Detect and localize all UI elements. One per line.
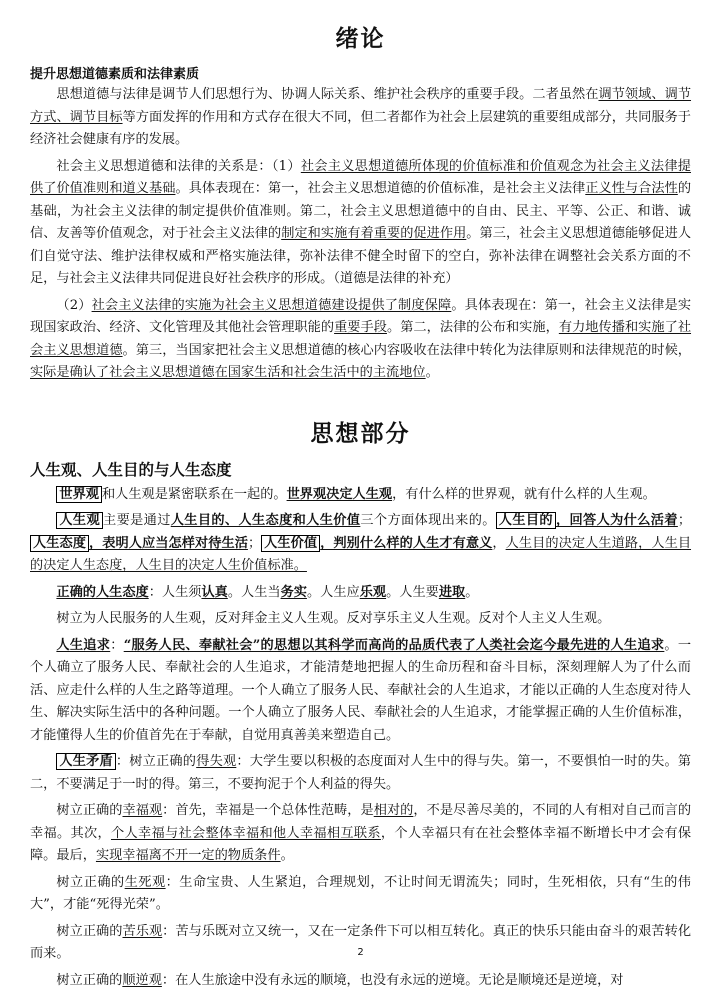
thought-paragraph-1: 世界观 和人生观是紧密联系在一起的。世界观决定人生观，有什么样的世界观，就有什么样的人生观。 bbox=[30, 484, 691, 507]
thought-paragraph-4: 树立为人民服务的人生观，反对拜金主义人生观。反对享乐主义人生观。反对个人主义人生观。 bbox=[30, 608, 691, 631]
thought-paragraph-9: 树立正确的苦乐观：苦与乐既对立又统一，又在一定条件下可以相互转化。真正的快乐只能由奋斗的艰苦转化而来。 bbox=[30, 921, 691, 966]
intro-title: 绪论 bbox=[30, 20, 691, 53]
thought-paragraph-5: 人生追求：“服务人民、奉献社会”的思想以其科学而高尚的品质代表了人类社会迄今最先进的人生追求。一个人确立了服务人民、奉献社会的人生追求，才能清楚地把握人的生命历程和奋斗目标，深刻理解人为了什么而活、应走什么样的人生之路等道理。一个人确立了服务人民、奉献社会的人生追求，才能以正确的人生态度对待人生、解决实际生活中的各种问题。一个人确立了服务人民、奉献社会的人生追求，才能掌握正确的人生价值标准，才能懂得人生的价值首先在于奉献，自觉用真善美来塑造自己。 bbox=[30, 635, 691, 748]
thought-paragraph-10: 树立正确的顺逆观：在人生旅途中没有永远的顺境，也没有永远的逆境。无论是顺境还是逆境，对 bbox=[30, 970, 691, 992]
thought-paragraph-7: 树立正确的幸福观：首先，幸福是一个总体性范畴，是相对的，不是尽善尽美的，不同的人有相对自己而言的幸福。其次，个人幸福与社会整体幸福和他人幸福相互联系，个人幸福只有在社会整体幸福不断增长中才会有保障。最后，实现幸福离不开一定的物质条件。 bbox=[30, 800, 691, 868]
thought-paragraph-2: 人生观 主要是通过人生目的、人生态度和人生价值三个方面体现出来的。 人生目的 ，回答人为什么活着；人生态度 ，表明人应当怎样对待生活； 人生价值 ，判别什么样的人生才有意义，人生目的决定人生道路，人生目的决定人生态度，人生目的决定人生价值标准。 bbox=[30, 510, 691, 578]
thought-paragraph-3: 正确的人生态度：人生须认真。人生当务实。人生应乐观。人生要进取。 bbox=[30, 582, 691, 605]
thought-title: 思想部分 bbox=[30, 415, 691, 448]
intro-paragraph-2: 社会主义思想道德和法律的关系是：（1）社会主义思想道德所体现的价值标准和价值观念为社会主义法律提供了价值准则和道义基础。具体表现在：第一，社会主义思想道德的价值标准，是社会主义法律正义性与合法性的基础，为社会主义法律的制定提供价值准则。第二，社会主义思想道德中的自由、民主、平等、公正、和谐、诚信、友善等价值观念，对于社会主义法律的制定和实施有着重要的促进作用。第三，社会主义思想道德能够促进人们自觉守法、维护法律权威和严格实施法律，弥补法律不健全时留下的空白，弥补法律在调整社会关系方面的不足，与社会主义法律共同促进良好社会秩序的形成。（道德是法律的补充） bbox=[30, 156, 691, 291]
intro-section-heading: 提升思想道德素质和法律素质 bbox=[30, 63, 691, 82]
thought-paragraph-8: 树立正确的生死观：生命宝贵、人生紧迫，合理规划，不让时间无谓流失；同时，生死相依，只有“生的伟大”，才能“死得光荣”。 bbox=[30, 872, 691, 917]
thought-section-heading: 人生观、人生目的与人生态度 bbox=[30, 458, 691, 480]
thought-paragraph-6: 人生矛盾 ：树立正确的得失观：大学生要以积极的态度面对人生中的得与失。第一，不要惧怕一时的失。第二，不要满足于一时的得。第三，不要拘泥于个人利益的得失。 bbox=[30, 751, 691, 796]
intro-paragraph-3: （2）社会主义法律的实施为社会主义思想道德建设提供了制度保障。具体表现在：第一，社会主义法律是实现国家政治、经济、文化管理及其他社会管理职能的重要手段。第二，法律的公布和实施，有力地传播和实施了社会主义思想道德。第三，当国家把社会主义思想道德的核心内容吸收在法律中转化为法律原则和法律规范的时候，实际是确认了社会主义思想道德在国家生活和社会生活中的主流地位。 bbox=[30, 295, 691, 385]
page-number: 2 bbox=[0, 947, 721, 958]
intro-paragraph-1: 思想道德与法律是调节人们思想行为、协调人际关系、维护社会秩序的重要手段。二者虽然在调节领域、调节方式、调节目标等方面发挥的作用和方式存在很大不同，但二者都作为社会上层建筑的重要组成部分，共同服务于经济社会健康有序的发展。 bbox=[30, 84, 691, 152]
